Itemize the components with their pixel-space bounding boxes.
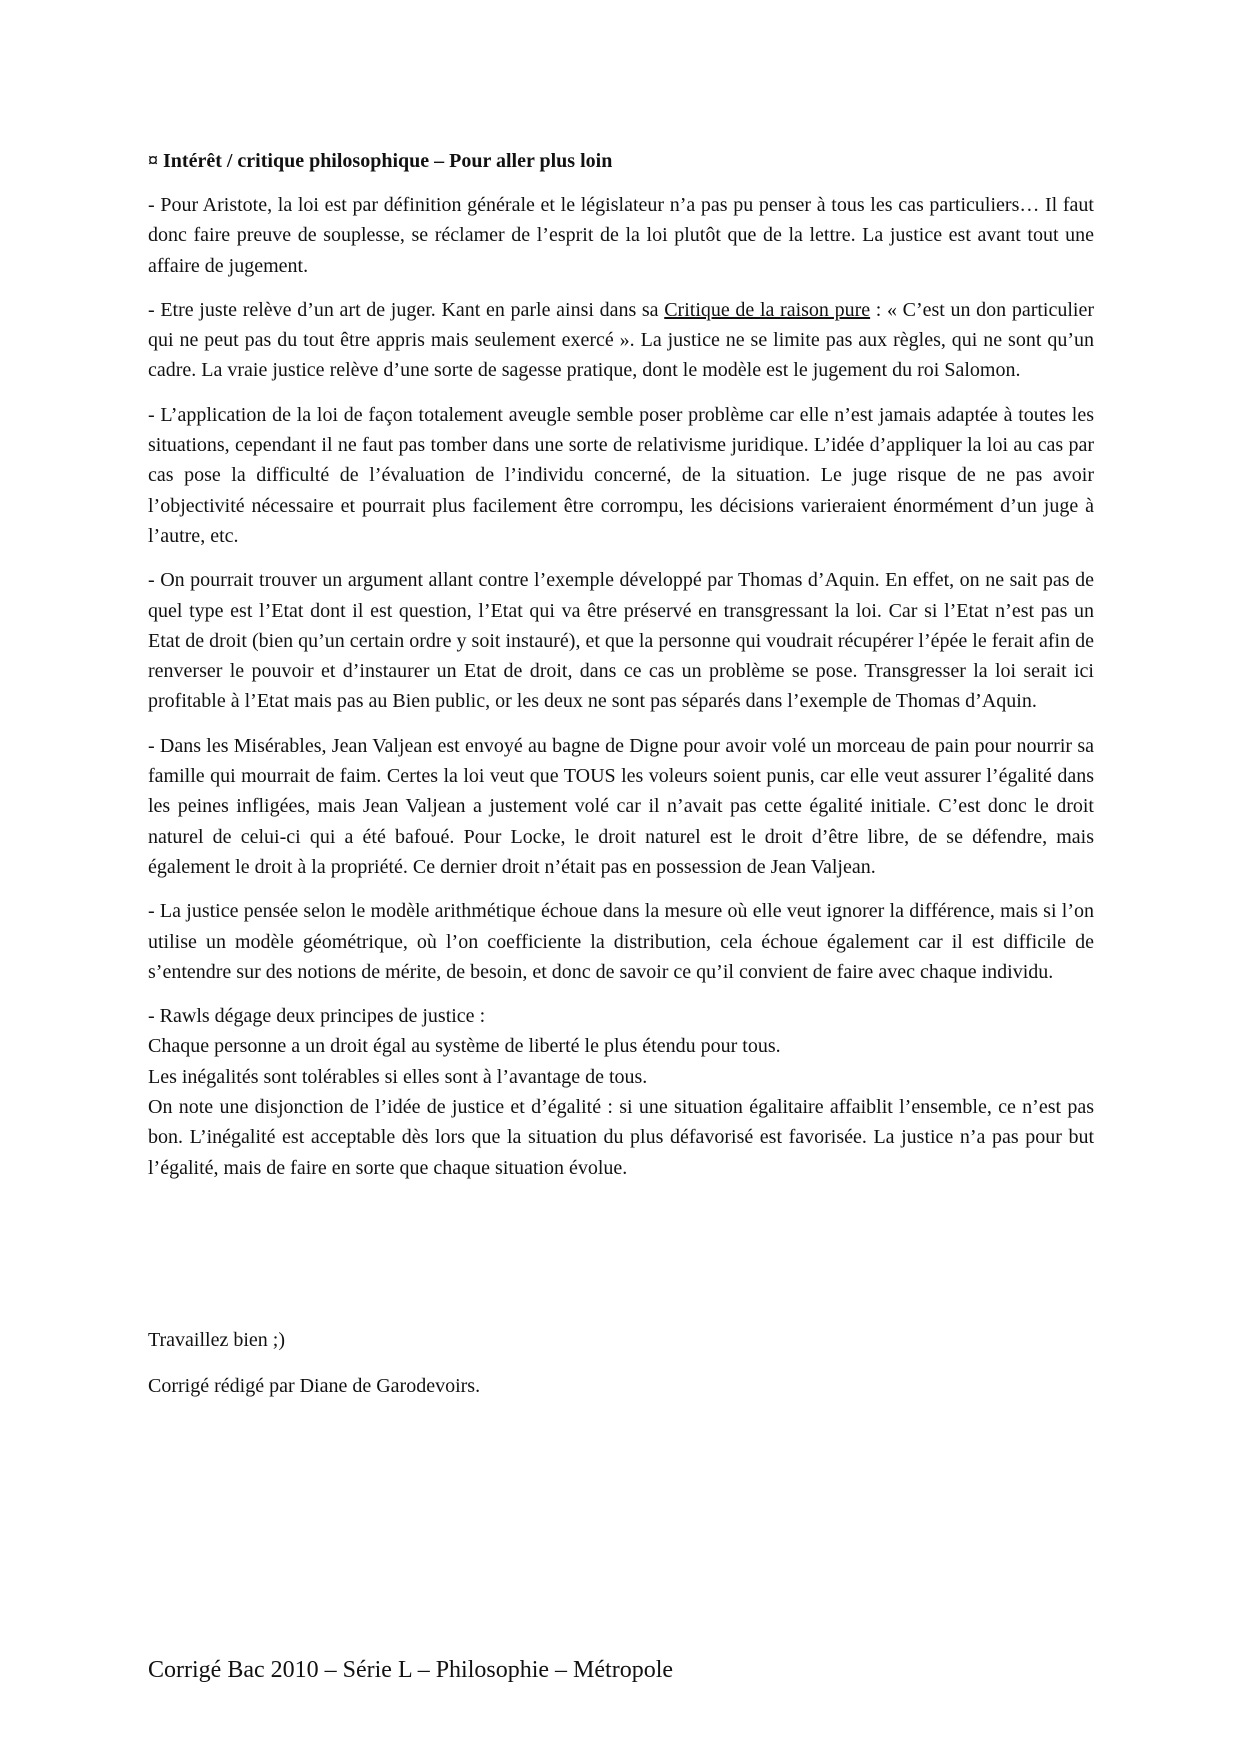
- rawls-intro: - Rawls dégage deux principes de justice :: [148, 1005, 486, 1028]
- paragraph-kant-rest: : « C’est un don particulier qui ne peut pas du tout être appris mais seulement exercé ». La justice ne se limite pas aux règles, qui ne sont qu’un cadre. La vraie justice relève d’une sorte de sagesse pratique, dont le modèle est le jugement du roi Salomon.: [148, 298, 1095, 382]
- rawls-principle-2: Les inégalités sont tolérables si elles sont à l’avantage de tous.: [148, 1065, 648, 1088]
- document-body: [148, 146, 1094, 1401]
- rawls-conclusion: On note une disjonction de l’idée de justice et d’égalité : si une situation égalitaire affaiblit l’ensemble, ce n’est pas bon. L’inégalité est acceptable dès lors que la situation du plus défavorisé est favorisée. La justice n’a pas pour but l’égalité, mais de faire en sorte que chaque situation évolue.: [148, 1096, 1094, 1179]
- paragraph-rawls: [148, 1001, 1094, 1183]
- section-heading: ¤ Intérêt / critique philosophique – Pour aller plus loin: [148, 150, 613, 172]
- paragraph-aristote: - Pour Aristote, la loi est par définition générale et le législateur n’a pas pu penser à tous les cas particuliers… Il faut donc faire preuve de souplesse, se réclamer de l’esprit de la loi plutôt que de la lettre. La justice est avant tout une affaire de jugement.: [148, 194, 1094, 277]
- paragraph-application-loi: - L’application de la loi de façon totalement aveugle semble poser problème car elle n’est jamais adaptée à toutes les situations, cependant il ne faut pas tomber dans une sorte de relativisme juridique. L’idée d’appliquer la loi au cas par cas pose la difficulté de l’évaluation de l’individu concerné, de la situation. Le juge risque de ne pas avoir l’objectivité nécessaire et pourrait plus facilement être corrompu, les décisions varieraient énormément d’un juge à l’autre, etc.: [148, 403, 1094, 547]
- closing-greeting: Travaillez bien ;): [148, 1328, 286, 1351]
- page-footer: Corrigé Bac 2010 – Série L – Philosophie – Métropole: [148, 1657, 674, 1683]
- paragraph-kant: [148, 295, 1094, 386]
- paragraph-miserables: - Dans les Misérables, Jean Valjean est envoyé au bagne de Digne pour avoir volé un morceau de pain pour nourrir sa famille qui mourrait de faim. Certes la loi veut que TOUS les voleurs soient punis, car elle veut assurer l’égalité dans les peines infligées, mais Jean Valjean a justement volé car il n’avait pas cette égalité initiale. C’est donc le droit naturel de celui-ci qui a été bafoué. Pour Locke, le droit naturel est le droit d’être libre, de se défendre, mais également le droit à la propriété. Ce dernier droit n’était pas en possession de Jean Valjean.: [148, 734, 1094, 878]
- paragraph-thomas-aquin: - On pourrait trouver un argument allant contre l’exemple développé par Thomas d’Aquin. En effet, on ne sait pas de quel type est l’Etat dont il est question, l’Etat qui va être préservé en transgressant la loi. Car si l’Etat n’est pas un Etat de droit (bien qu’un certain ordre y soit instauré), et que la personne qui voudrait récupérer l’épée le ferait afin de renverser le pouvoir et d’instaurer un Etat de droit, dans ce cas un problème se pose. Transgresser la loi serait ici profitable à l’Etat mais pas au Bien public, or les deux ne sont pas séparés dans l’exemple de Thomas d’Aquin.: [148, 569, 1094, 713]
- rawls-principle-1: Chaque personne a un droit égal au système de liberté le plus étendu pour tous.: [148, 1035, 781, 1058]
- paragraph-modele-arithmetique: - La justice pensée selon le modèle arithmétique échoue dans la mesure où elle veut ignorer la différence, mais si l’on utilise un modèle géométrique, où l’on coefficiente la distribution, cela échoue également car il est difficile de s’entendre sur des notions de mérite, de besoin, et donc de savoir ce qu’il convient de faire avec chaque individu.: [148, 900, 1094, 983]
- closing-author: Corrigé rédigé par Diane de Garodevoirs.: [148, 1374, 481, 1397]
- spacer: [148, 1197, 1094, 1325]
- paragraph-kant-intro: - Etre juste relève d’un art de juger. Kant en parle ainsi dans sa: [148, 298, 665, 321]
- book-title-critique: Critique de la raison pure: [664, 298, 871, 321]
